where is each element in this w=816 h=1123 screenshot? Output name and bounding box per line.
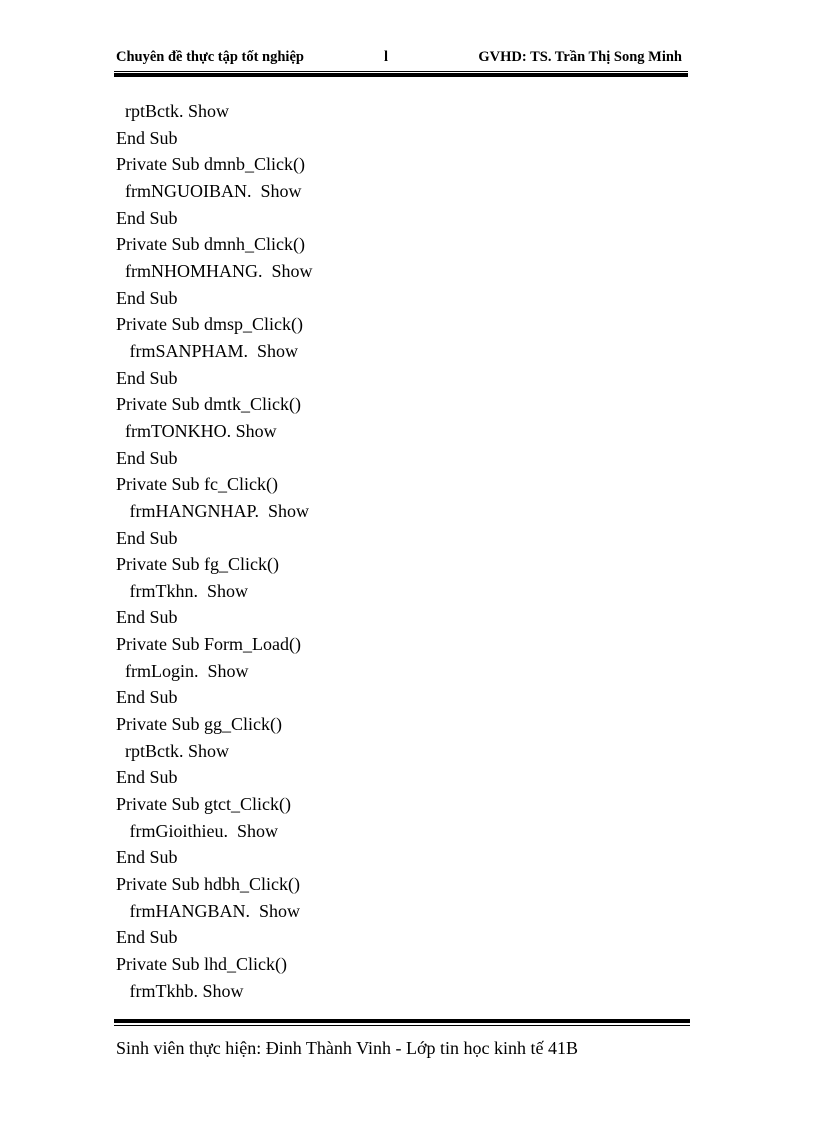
code-line: End Sub <box>116 287 178 308</box>
code-line: Private Sub dmsp_Click() <box>116 314 303 335</box>
code-line: Private Sub lhd_Click() <box>116 954 287 974</box>
code-line: frmLogin. Show <box>116 660 249 681</box>
code-line: End Sub <box>116 607 178 628</box>
code-line: Private Sub dmtk_Click() <box>116 394 301 415</box>
header-title: Chuyên đề thực tập tốt nghiệp <box>116 49 304 65</box>
code-listing <box>116 98 688 1004</box>
code-line: Private Sub Form_Load() <box>116 634 301 655</box>
code-line: Private Sub dmnh_Click() <box>116 234 305 255</box>
footer-rule-thin <box>114 1025 690 1026</box>
code-line: End Sub <box>116 847 178 868</box>
code-line: frmSANPHAM. Show <box>116 340 299 361</box>
code-line: Private Sub gg_Click() <box>116 714 282 735</box>
code-line: frmTkhb. Show <box>116 980 244 1001</box>
code-line: Private Sub hdbh_Click() <box>116 874 300 895</box>
header-rule-thick <box>114 73 688 77</box>
code-line: End Sub <box>116 447 178 468</box>
code-line: Private Sub fc_Click() <box>116 474 278 495</box>
code-line: frmGioithieu. Show <box>116 820 278 841</box>
code-line: Private Sub gtct_Click() <box>116 794 291 815</box>
page-footer: Sinh viên thực hiện: Đinh Thành Vinh - Lớp tin học kinh tế 41B <box>116 1038 578 1058</box>
code-line: End Sub <box>116 127 178 148</box>
code-line: End Sub <box>116 767 178 788</box>
code-line: Private Sub fg_Click() <box>116 554 279 575</box>
code-line: frmNGUOIBAN. Show <box>116 180 302 201</box>
code-line: frmTONKHO. Show <box>116 420 277 441</box>
code-line: End Sub <box>116 367 178 388</box>
code-line: rptBctk. Show <box>116 740 230 761</box>
header-supervisor: GVHD: TS. Trần Thị Song Minh <box>478 49 682 65</box>
code-line: End Sub <box>116 687 178 708</box>
code-line: End Sub <box>116 207 178 228</box>
code-line: frmTkhn. Show <box>116 580 248 601</box>
code-line: End Sub <box>116 527 178 548</box>
code-line: End Sub <box>116 927 178 948</box>
page-header <box>116 48 688 70</box>
code-line: rptBctk. Show <box>116 101 230 121</box>
footer-rule-thick <box>114 1019 690 1023</box>
header-page-marker: l <box>384 49 389 65</box>
code-line: Private Sub dmnb_Click() <box>116 154 305 175</box>
code-line: frmNHOMHANG. Show <box>116 260 313 281</box>
header-rule-thin <box>114 71 688 72</box>
code-line: frmHANGNHAP. Show <box>116 500 310 521</box>
code-line: frmHANGBAN. Show <box>116 900 300 921</box>
